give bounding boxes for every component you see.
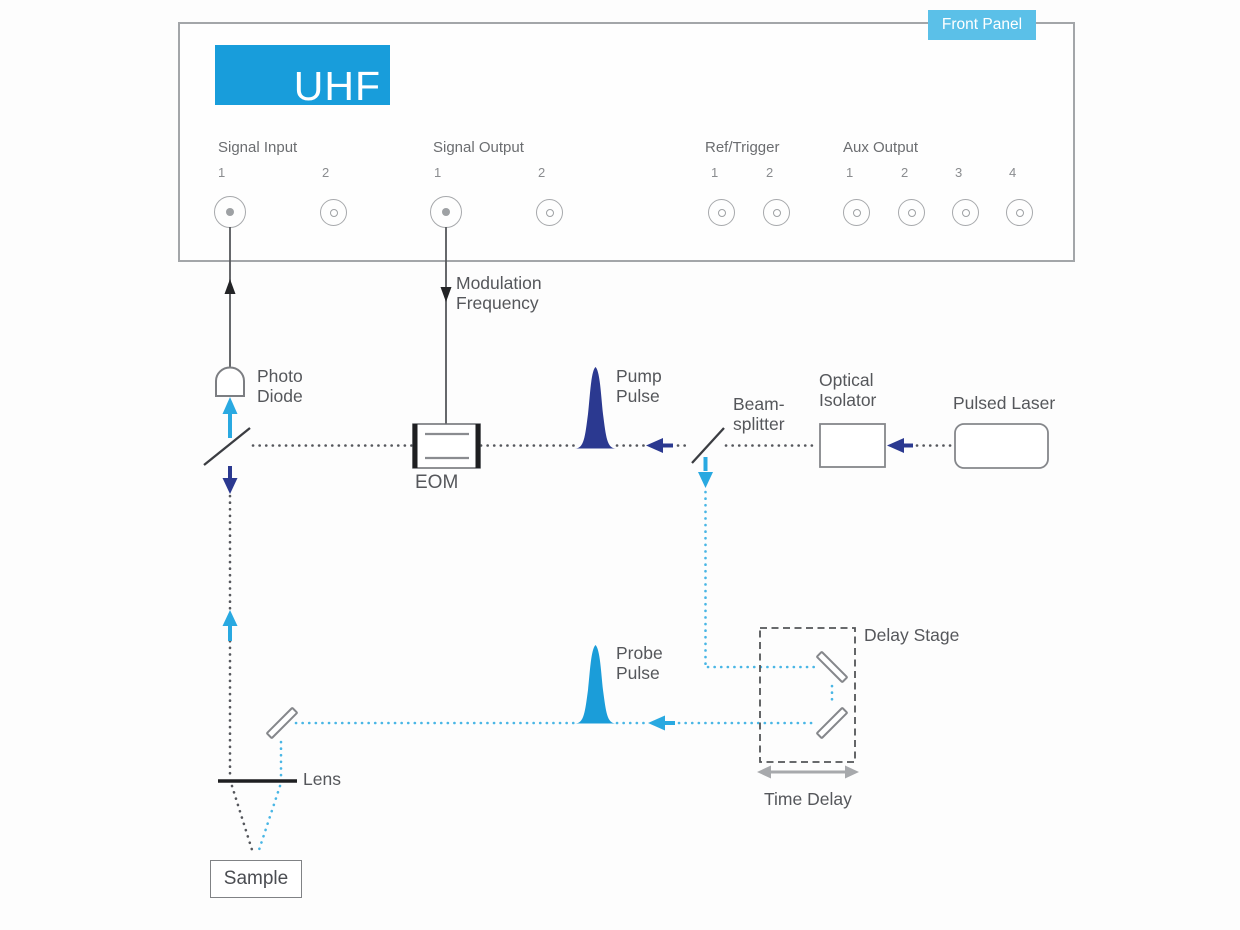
optical-isolator-box [820, 424, 885, 467]
steering-mirror [267, 708, 297, 738]
signal-input-label: Signal Input [218, 139, 298, 156]
uhf-logo-text: UHF [293, 63, 381, 109]
ref-trigger-1-connector [708, 199, 735, 226]
front-panel-badge: Front Panel [928, 10, 1036, 40]
modulation-frequency-label: Modulation Frequency [456, 273, 542, 313]
signal-output-2-connector [536, 199, 563, 226]
probe-pulse-shape [575, 645, 616, 724]
pump-pulse-shape [575, 367, 616, 449]
ref-trigger-1-number: 1 [711, 165, 719, 180]
time-delay-label: Time Delay [764, 789, 852, 809]
aux-output-2-connector [898, 199, 925, 226]
signal-output-1-number: 1 [434, 165, 442, 180]
signal-input-1-number: 1 [218, 165, 226, 180]
pulsed-laser-box [955, 424, 1048, 468]
aux-output-1-connector [843, 199, 870, 226]
signal-output-label: Signal Output [433, 139, 524, 156]
delay-stage [760, 628, 855, 762]
sample-label: Sample [223, 868, 289, 889]
aux-output-1-number: 1 [846, 165, 854, 180]
beamsplitter-main [692, 428, 724, 463]
delay-mirror-bottom [817, 708, 847, 738]
pump-pulse-label: Pump Pulse [616, 366, 662, 406]
eom-box [413, 424, 480, 468]
connector-pin [226, 208, 234, 216]
aux-output-label: Aux Output [843, 139, 919, 156]
pulsed-laser-label: Pulsed Laser [953, 393, 1056, 413]
aux-output-2-number: 2 [901, 165, 909, 180]
aux-output-4-connector [1006, 199, 1033, 226]
signal-output-1-connector [430, 196, 462, 228]
optical-isolator-label: Optical Isolator [819, 370, 877, 410]
connector-pin [442, 208, 450, 216]
connector-pin [1016, 209, 1024, 217]
aux-output-3-connector [952, 199, 979, 226]
lens-label: Lens [303, 769, 341, 789]
signal-input-1-connector [214, 196, 246, 228]
time-delay-arrow [757, 766, 859, 779]
ref-trigger-2-connector [763, 199, 790, 226]
connector-pin [773, 209, 781, 217]
photo-diode [216, 368, 244, 397]
uhf-logo [215, 45, 390, 109]
probe-pulse-label: Probe Pulse [616, 643, 663, 683]
signal-output-2-number: 2 [538, 165, 546, 180]
eom-label: EOM [415, 472, 459, 493]
connector-pin [718, 209, 726, 217]
connector-pin [908, 209, 916, 217]
connector-pin [546, 209, 554, 217]
photo-diode-label: Photo Diode [257, 366, 303, 406]
sample-box [210, 860, 302, 898]
signal-input-2-connector [320, 199, 347, 226]
beamsplitter-photodiode [204, 428, 250, 465]
sample-beam-path [230, 496, 280, 853]
aux-output-3-number: 3 [955, 165, 963, 180]
delay-stage-label: Delay Stage [864, 625, 960, 645]
beam-splitter-label: Beam- splitter [733, 394, 785, 434]
probe-beam-path [281, 492, 832, 778]
connector-pin [962, 209, 970, 217]
connector-pin [330, 209, 338, 217]
signal-input-2-number: 2 [322, 165, 330, 180]
beam-arrows [223, 397, 914, 731]
ref-trigger-label: Ref/Trigger [705, 139, 780, 156]
delay-mirror-top [817, 652, 847, 682]
connector-pin [853, 209, 861, 217]
aux-output-4-number: 4 [1009, 165, 1017, 180]
ref-trigger-2-number: 2 [766, 165, 774, 180]
